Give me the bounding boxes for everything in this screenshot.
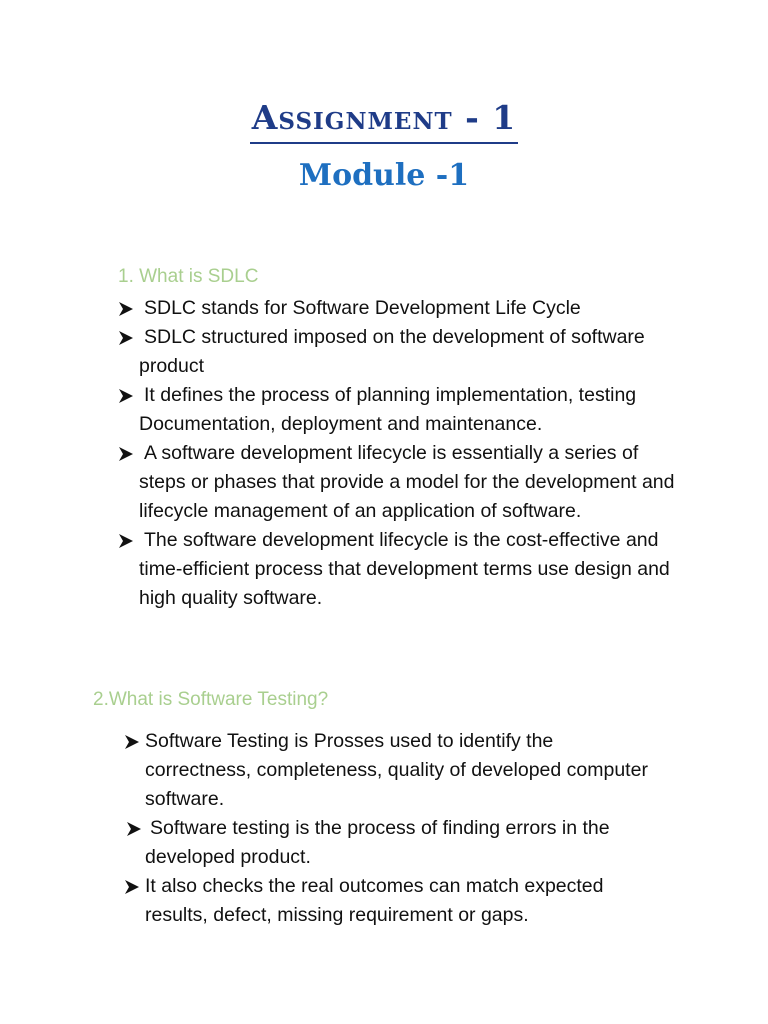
- list-item-text: A software development lifecycle is essentially a series of steps or phases that provide a model for the development and lifecycle management of an application of software.: [139, 442, 675, 522]
- list-item-text: SDLC structured imposed on the development of software product: [139, 326, 645, 377]
- bullet-list-sdlc: [118, 294, 688, 613]
- list-item: [124, 814, 664, 872]
- document-title-text: Assignment - 1: [250, 96, 519, 144]
- arrowhead-bullet-icon: [118, 439, 138, 468]
- section-heading-sdlc: 1. What is SDLC: [118, 266, 259, 287]
- list-item-text: Software testing is the process of finding errors in the developed product.: [145, 817, 610, 868]
- arrowhead-bullet-icon: [118, 381, 138, 410]
- list-item: [124, 727, 664, 814]
- list-item-text: It also checks the real outcomes can match expected results, defect, missing requirement or gaps.: [145, 875, 604, 926]
- arrowhead-bullet-icon: [126, 814, 146, 843]
- list-item-text: It defines the process of planning implementation, testing Documentation, deployment and maintenance.: [139, 384, 637, 435]
- section-heading-software-testing: 2.What is Software Testing?: [93, 689, 329, 710]
- arrowhead-bullet-icon: [118, 526, 138, 555]
- list-item: [118, 294, 688, 323]
- list-item: [118, 439, 688, 526]
- list-item: [118, 323, 688, 381]
- arrowhead-bullet-icon: [124, 872, 144, 901]
- arrowhead-bullet-icon: [118, 294, 138, 323]
- list-item: [118, 526, 688, 613]
- list-item-text: The software development lifecycle is the cost-effective and time-efficient process that development terms use design and high quality software.: [139, 529, 670, 609]
- document-title: [0, 96, 768, 144]
- list-item-text: Software Testing is Prosses used to identify the correctness, completeness, quality of developed computer software.: [145, 730, 648, 810]
- list-item: [124, 872, 664, 930]
- bullet-list-software-testing: [124, 727, 664, 930]
- arrowhead-bullet-icon: [124, 727, 144, 756]
- list-item-text: SDLC stands for Software Development Life Cycle: [144, 297, 581, 319]
- arrowhead-bullet-icon: [118, 323, 138, 352]
- document-subtitle: Module -1: [298, 158, 470, 193]
- list-item: [118, 381, 688, 439]
